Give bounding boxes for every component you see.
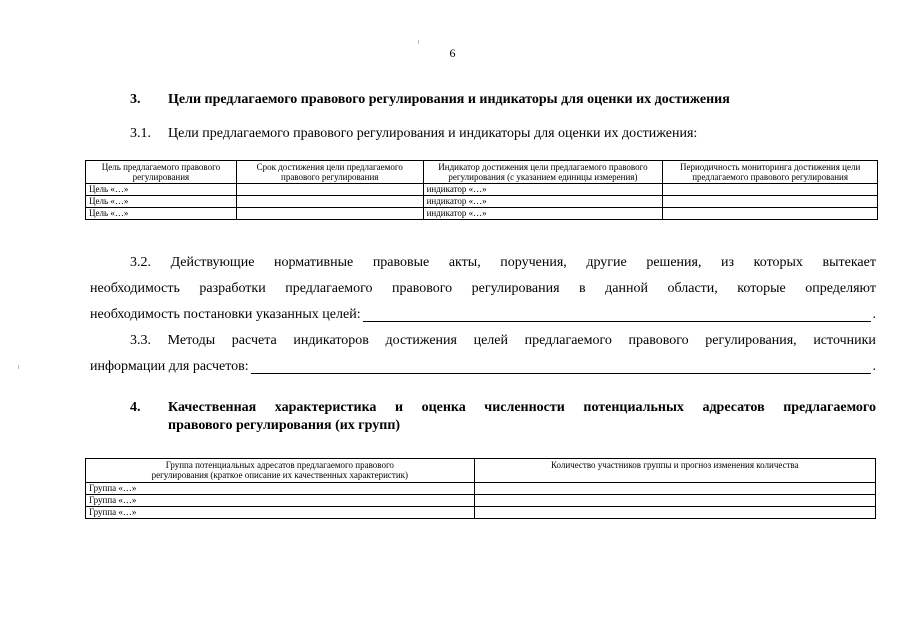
word: которых: [753, 255, 803, 270]
goal-cell[interactable]: Цель «…»: [86, 207, 237, 219]
count-cell[interactable]: [474, 506, 875, 518]
section-3-number: 3.: [130, 92, 141, 107]
word: численности: [484, 400, 565, 415]
word: в: [579, 281, 586, 296]
word: регулирования,: [705, 333, 797, 348]
section-4-heading: [130, 399, 876, 435]
word: акты,: [448, 255, 481, 270]
header-monitoring-period: Периодичность мониторинга достижения цели предлагаемого правового регулирования: [663, 161, 878, 184]
word: поручения,: [500, 255, 567, 270]
word: характеристика: [274, 400, 377, 415]
word: расчета: [231, 333, 277, 348]
word: разработки: [199, 281, 266, 296]
word: правового: [628, 333, 689, 348]
table-row: [86, 482, 876, 494]
goal-cell[interactable]: Цель «…»: [86, 183, 237, 195]
table-row: [86, 195, 878, 207]
word: необходимость: [90, 281, 180, 296]
word: правового: [392, 281, 453, 296]
word: предлагаемого: [783, 400, 876, 415]
period: .: [872, 307, 876, 322]
word: предлагаемого: [285, 281, 373, 296]
group-cell[interactable]: Группа «…»: [86, 506, 475, 518]
word: данной: [605, 281, 648, 296]
group-cell[interactable]: Группа «…»: [86, 494, 475, 506]
goals-table: [85, 160, 878, 220]
indicator-cell[interactable]: индикатор «…»: [423, 195, 663, 207]
section-3-title: Цели предлагаемого правового регулирования и индикаторы для оценки их достижения: [168, 92, 730, 107]
word: источники: [813, 333, 876, 348]
section-3-2-line-3: [90, 302, 876, 328]
word: другие: [586, 255, 627, 270]
section-3-3-number: 3.3.: [130, 333, 151, 348]
period: .: [872, 359, 876, 374]
section-3-2: [90, 250, 876, 328]
word: адресатов: [702, 400, 765, 415]
count-cell[interactable]: [474, 482, 875, 494]
deadline-cell[interactable]: [236, 195, 423, 207]
word: вытекает: [822, 255, 876, 270]
section-4-title: [168, 399, 876, 435]
goal-cell[interactable]: Цель «…»: [86, 195, 237, 207]
deadline-cell[interactable]: [236, 207, 423, 219]
word: области,: [667, 281, 718, 296]
scan-mark: [18, 365, 19, 369]
monitoring-cell[interactable]: [663, 195, 878, 207]
addressees-table: [85, 458, 876, 519]
section-3-3-line-1: [90, 328, 876, 354]
addressees-table-header: [86, 459, 876, 483]
section-4-title-line-1: [168, 399, 876, 417]
header-goal: Цель предлагаемого правового регулирования: [86, 161, 237, 184]
section-4-number: 4.: [130, 400, 141, 415]
section-3-2-line-1: [90, 250, 876, 276]
table-row: [86, 183, 878, 195]
deadline-cell[interactable]: [236, 183, 423, 195]
scan-mark: [418, 40, 419, 44]
monitoring-cell[interactable]: [663, 183, 878, 195]
table-row: [86, 207, 878, 219]
section-3-2-line-2: [90, 276, 876, 302]
word: и: [394, 400, 404, 415]
word: целей: [473, 333, 508, 348]
section-3-2-number: 3.2.: [130, 255, 151, 270]
group-cell[interactable]: Группа «…»: [86, 482, 475, 494]
word: достижения: [385, 333, 457, 348]
word: определяют: [805, 281, 876, 296]
table-row: [86, 506, 876, 518]
word: Качественная: [168, 400, 257, 415]
count-cell[interactable]: [474, 494, 875, 506]
word: оценка: [421, 400, 466, 415]
section-3-3: [90, 328, 876, 380]
word: из: [721, 255, 735, 270]
word: регулирования: [471, 281, 560, 296]
header-indicator: Индикатор достижения цели предлагаемого правового регулирования (с указанием единицы измерения): [423, 161, 663, 184]
blank-fill-line[interactable]: [251, 354, 871, 374]
blank-fill-line[interactable]: [363, 302, 871, 322]
section-3-1-text: Цели предлагаемого правового регулирования и индикаторы для оценки их достижения:: [168, 126, 698, 141]
section-3-heading: [130, 92, 730, 108]
word: индикаторов: [293, 333, 369, 348]
page-number: 6: [449, 46, 456, 60]
word: потенциальных: [583, 400, 684, 415]
section-3-1: [130, 126, 697, 142]
word: правовые: [372, 255, 430, 270]
indicator-cell[interactable]: индикатор «…»: [423, 183, 663, 195]
word: предлагаемого: [524, 333, 612, 348]
section-3-3-prompt: информации для расчетов:: [90, 359, 249, 374]
goals-table-header: [86, 161, 878, 184]
section-3-2-prompt: необходимость постановки указанных целей:: [90, 307, 361, 322]
header-deadline: Срок достижения цели предлагаемого правового регулирования: [236, 161, 423, 184]
section-3-3-line-2: [90, 354, 876, 380]
indicator-cell[interactable]: индикатор «…»: [423, 207, 663, 219]
table-row: [86, 494, 876, 506]
word: которые: [737, 281, 786, 296]
word: Методы: [167, 333, 216, 348]
word: решения,: [646, 255, 702, 270]
header-group: Группа потенциальных адресатов предлагаемого правового регулирования (краткое описание их качественных характеристик): [86, 459, 475, 483]
section-4-title-line-2: правового регулирования (их групп): [168, 418, 401, 433]
section-3-1-number: 3.1.: [130, 126, 151, 141]
word: Действующие: [170, 255, 255, 270]
header-count: Количество участников группы и прогноз изменения количества: [474, 459, 875, 483]
monitoring-cell[interactable]: [663, 207, 878, 219]
word: нормативные: [274, 255, 354, 270]
